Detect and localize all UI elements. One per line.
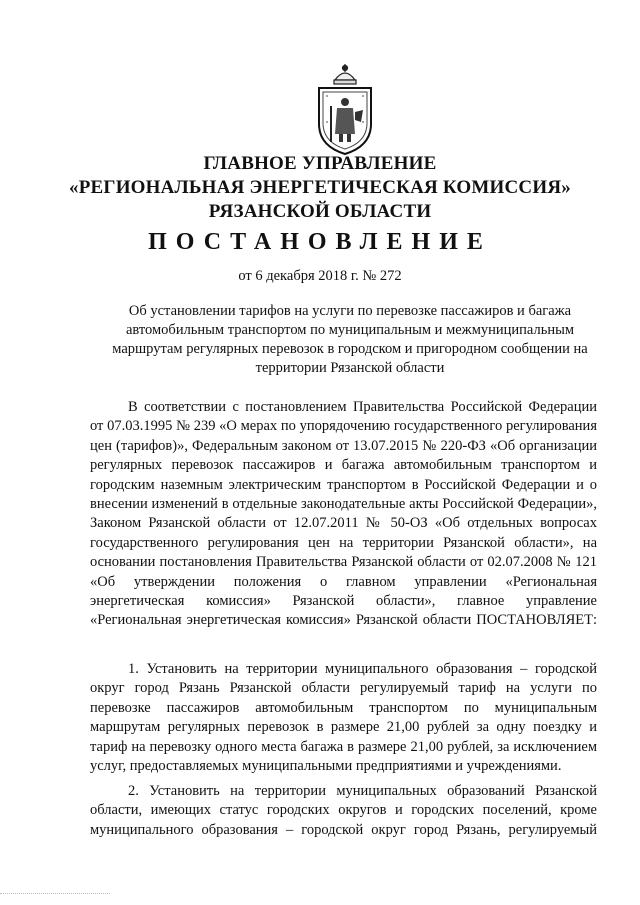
- org-name-line-2: «РЕГИОНАЛЬНАЯ ЭНЕРГЕТИЧЕСКАЯ КОМИССИЯ»: [69, 177, 571, 198]
- footer-divider: [0, 893, 110, 894]
- item-2-paragraph: [90, 782, 597, 840]
- preamble-text: В соответствии с постановлением Правительства Российской Федерации от 07.03.1995 № 239 «О мерах по упорядочению государственного регулирования цен (тарифов)», Федеральным законом от 13.07.2015 № 220-ФЗ «Об организации регулярных перевозок пассажиров и багажа автомобильным транспортом и городским наземным электрическим транспортом в Российской Федерации и о внесении изменений в отдельные законодательные акты Российской Федерации», Законом Рязанской области от 12.07.2011 № 50-ОЗ «Об отдельных вопросах государственного регулирования цен на территории Рязанской области», на основании постановления Правительства Рязанской области от 02.07.2008 № 121 «Об утверждении положения о главном управлении «Региональная энергетическая комиссия» Рязанской области», главное управление «Региональная энергетическая комиссия» Рязанской области ПОСТАНОВЛЯЕТ:: [90, 399, 597, 629]
- item-1-paragraph: [90, 660, 597, 776]
- document-subject: Об установлении тарифов на услуги по перевозке пассажиров и багажа автомобильным транспортом по муниципальным и межмуниципальным маршрутам регулярных перевозок в городском и пригородном сообщении на территории Рязанской области: [112, 303, 588, 376]
- item-1-text: 1. Установить на территории муниципального образования – городской округ город Рязань Рязанской области регулируемый тариф на услуги по перевозке пассажиров автомобильным транспортом по муниципальным маршрутам регулярных перевозок в размере 21,00 рублей за одну поездку и тариф на перевозку одного места багажа в размере 21,00 рублей, за исключением услуг, предоставляемых муниципальными предприятиями и учреждениями.: [90, 661, 597, 775]
- org-name-line-1: ГЛАВНОЕ УПРАВЛЕНИЕ: [203, 153, 437, 174]
- coat-of-arms-icon: [309, 62, 381, 158]
- document-type-title: ПОСТАНОВЛЕНИЕ: [148, 229, 492, 255]
- document-date-number: от 6 декабря 2018 г. № 272: [238, 268, 402, 284]
- item-2-text: 2. Установить на территории муниципальных образований Рязанской области, имеющих статус городских округов и городских поселений, кроме муниципального образования – городской округ город Рязань, регулируемый: [90, 783, 597, 838]
- preamble-paragraph: [90, 398, 597, 631]
- org-name-line-3: РЯЗАНСКОЙ ОБЛАСТИ: [208, 201, 432, 222]
